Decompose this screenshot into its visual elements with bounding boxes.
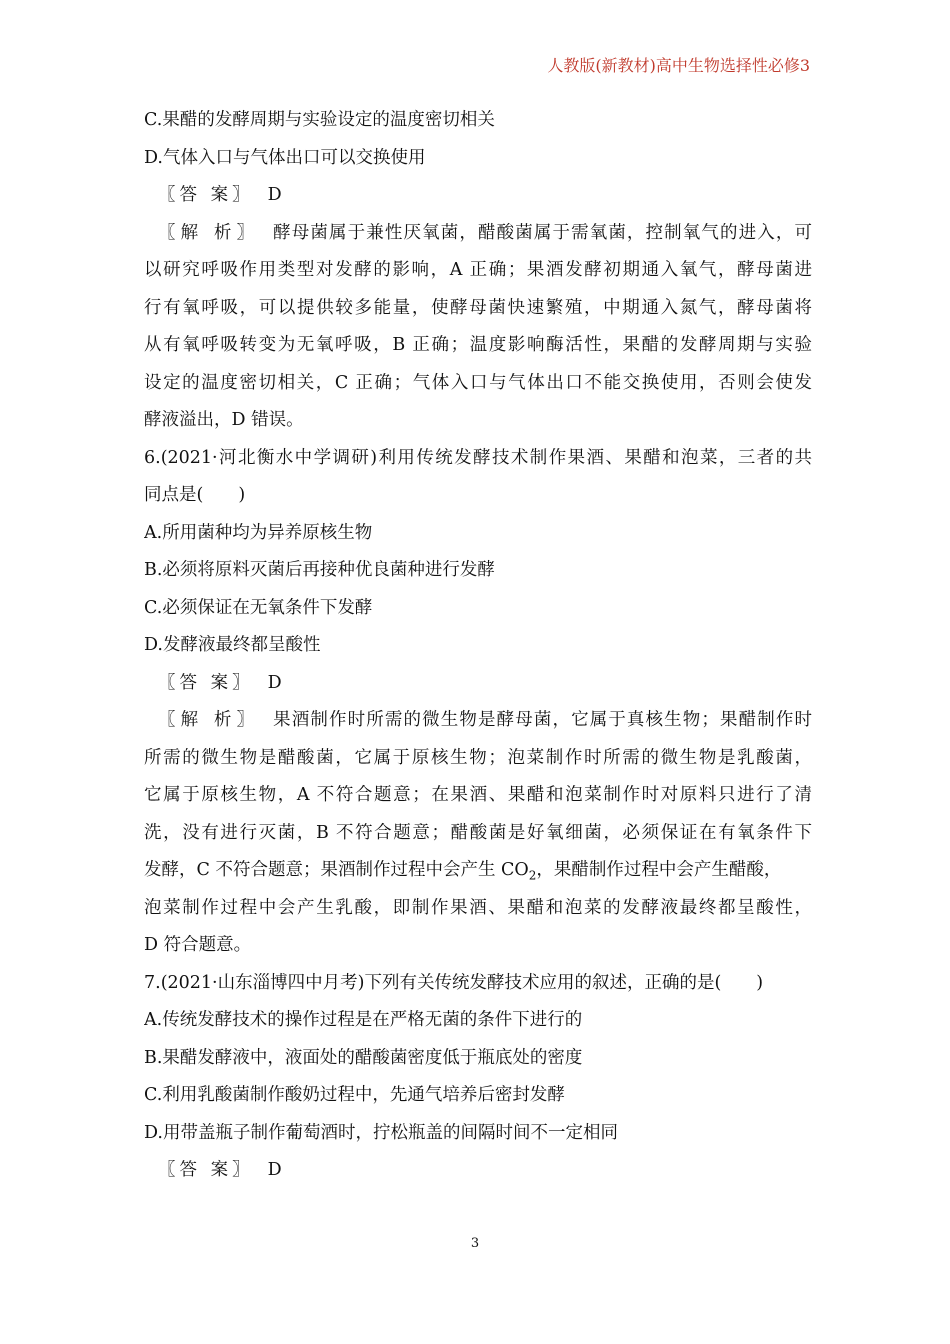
q5-analysis-line-2: 以研究呼吸作用类型对发酵的影响，A 正确；果酒发酵初期通入氧气，酵母菌进	[144, 260, 812, 280]
q6-stem-line-2: 同点是( )	[144, 485, 246, 505]
q5-analysis-line-6: 酵液溢出，D 错误。	[144, 410, 304, 430]
q6-analysis-line-2: 所需的微生物是醋酸菌，它属于原核生物；泡菜制作时所需的微生物是乳酸菌，	[144, 747, 812, 768]
q5-analysis-line-5: 设定的温度密切相关，C 正确；气体入口与气体出口不能交换使用，否则会使发	[144, 372, 812, 393]
q7-answer	[144, 1152, 812, 1190]
q5-answer	[144, 177, 812, 215]
answer-label: 〖答 案〗	[158, 185, 254, 205]
q7-stem: 7.(2021·山东淄博四中月考)下列有关传统发酵技术应用的叙述，正确的是( )	[144, 972, 764, 993]
q6-analysis-line-7: D 符合题意。	[144, 935, 252, 955]
subscript-2: 2	[528, 868, 537, 883]
q5-analysis-line-1: 〖解 析〗 酵母菌属于兼性厌氧菌，醋酸菌属于需氧菌，控制氧气的进入，可	[158, 222, 812, 243]
q6-analysis-line-3: 它属于原核生物，A 不符合题意；在果酒、果醋和泡菜制作时对原料只进行了清	[144, 785, 812, 805]
q5-analysis-line-3: 行有氧呼吸，可以提供较多能量，使酵母菌快速繁殖，中期通入氮气，酵母菌将	[144, 297, 812, 318]
q5-option-c: C.果醋的发酵周期与实验设定的温度密切相关	[144, 110, 495, 130]
q7-option-d: D.用带盖瓶子制作葡萄酒时，拧松瓶盖的间隔时间不一定相同	[144, 1122, 618, 1143]
q6-analysis-line-6: 泡菜制作过程中会产生乳酸，即制作果酒、果醋和泡菜的发酵液最终都呈酸性，	[144, 897, 812, 918]
q6-analysis-line-1: 〖解 析〗 果酒制作时所需的微生物是酵母菌，它属于真核生物；果醋制作时	[158, 710, 812, 730]
q6-option-a: A.所用菌种均为异养原核生物	[144, 522, 373, 543]
q7-option-a: A.传统发酵技术的操作过程是在严格无菌的条件下进行的	[144, 1010, 583, 1030]
answer-label: 〖答 案〗	[158, 1160, 254, 1180]
answer-value: D	[267, 1160, 282, 1180]
q6-option-d: D.发酵液最终都呈酸性	[144, 635, 321, 655]
page-number: 3	[470, 1236, 480, 1251]
q6-answer	[144, 665, 812, 703]
analysis-label: 〖解 析〗	[158, 222, 260, 243]
page-header: 人教版(新教材)高中生物选择性必修3	[547, 56, 810, 75]
q6-option-c: C.必须保证在无氧条件下发酵	[144, 597, 373, 618]
q6-analysis-line-4: 洗，没有进行灭菌，B 不符合题意；醋酸菌是好氧细菌，必须保证在有氧条件下	[144, 822, 812, 843]
q5-option-d: D.气体入口与气体出口可以交换使用	[144, 147, 426, 168]
q7-option-c: C.利用乳酸菌制作酸奶过程中，先通气培养后密封发酵	[144, 1085, 565, 1105]
q7-option-b: B.果醋发酵液中，液面处的醋酸菌密度低于瓶底处的密度	[144, 1047, 583, 1068]
q6-option-b: B.必须将原料灭菌后再接种优良菌种进行发酵	[144, 560, 495, 580]
answer-value: D	[267, 672, 282, 693]
analysis-label: 〖解 析〗	[158, 710, 260, 730]
q6-analysis-line-5: 发酵，C 不符合题意；果酒制作过程中会产生 $CO_2$，果醋制作过程中会产生醋酸，	[144, 860, 782, 883]
answer-label: 〖答 案〗	[158, 672, 254, 693]
q5-analysis-line-4: 从有氧呼吸转变为无氧呼吸，B 正确；温度影响酶活性，果醋的发酵周期与实验	[144, 335, 812, 355]
page-content	[144, 102, 812, 1190]
answer-value: D	[267, 185, 282, 205]
q6-stem-line-1: 6.(2021·河北衡水中学调研)利用传统发酵技术制作果酒、果醋和泡菜，三者的共	[144, 447, 812, 468]
